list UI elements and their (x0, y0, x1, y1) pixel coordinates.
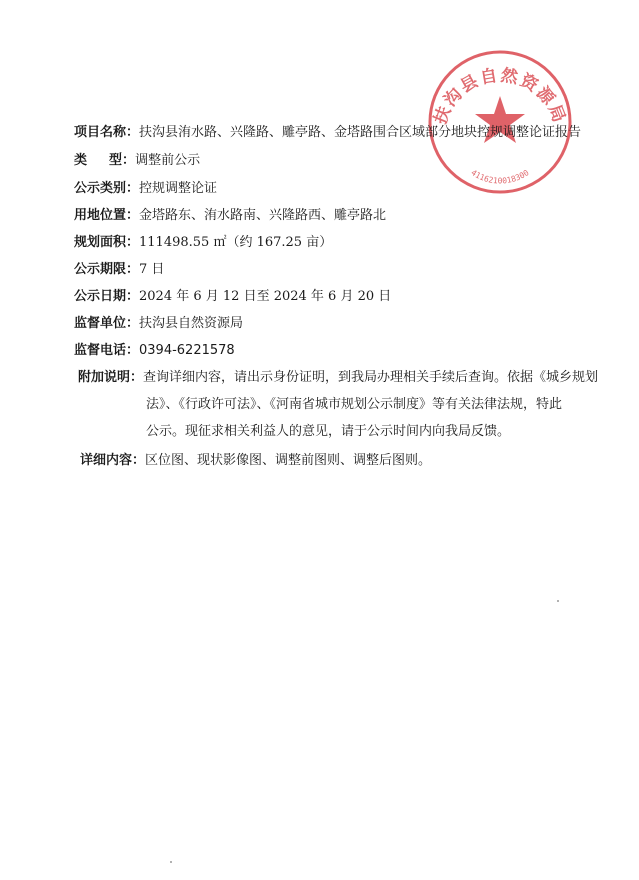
note-text-2: 法》、《行政许可法》、《河南省城市规划公示制度》等有关法律法规，特此 (146, 397, 563, 412)
official-seal (426, 48, 574, 196)
note-text-1: 查询详细内容，请出示身份证明，到我局办理相关手续后查询。依据《城乡规划 (143, 370, 599, 385)
note-text-3: 公示。现征求相关利益人的意见，请于公示时间内向我局反馈。 (146, 424, 511, 439)
field-value: 调整前公示 (135, 153, 201, 168)
note-line-3 (146, 423, 510, 441)
scan-speck (170, 861, 172, 863)
field-supervising-unit (74, 315, 243, 333)
note-line-2 (146, 396, 562, 414)
field-type (74, 152, 200, 170)
detail-row (80, 452, 431, 470)
field-notice-period (74, 261, 164, 279)
field-label: 公示类别： (74, 181, 140, 196)
field-value: 扶沟县自然资源局 (139, 316, 244, 331)
field-label: 公示日期： (74, 289, 140, 304)
field-label: 用地位置： (74, 208, 140, 223)
field-land-location (74, 207, 386, 225)
note-line-1 (78, 369, 598, 387)
field-value: 扶沟县洧水路、兴隆路、雕亭路、金塔路围合区域部分地块控规调整论证报告 (139, 125, 582, 140)
field-notice-date (74, 288, 391, 306)
detail-value: 区位图、现状影像图、调整前图则、调整后图则。 (145, 453, 432, 468)
field-label: 监督电话： (74, 343, 140, 358)
field-label: 项目名称： (74, 125, 140, 140)
detail-label: 详细内容： (80, 453, 146, 468)
field-label: 公示期限： (74, 262, 140, 277)
field-supervision-phone (74, 342, 235, 360)
field-project-name (74, 124, 581, 142)
field-value: 0394-6221578 (139, 343, 235, 358)
field-value: 金塔路东、洧水路南、兴隆路西、雕亭路北 (139, 208, 387, 223)
svg-text:4116210018300: 4116210018300 (469, 168, 531, 186)
field-notice-category (74, 180, 217, 198)
field-value: 控规调整论证 (139, 181, 218, 196)
scan-speck (557, 600, 559, 602)
svg-text:扶沟县自然资源局: 扶沟县自然资源局 (430, 65, 570, 128)
field-label: 规划面积： (74, 235, 140, 250)
field-planning-area (74, 234, 332, 252)
field-value: 111498.55 ㎡（约 167.25 亩） (139, 235, 333, 250)
field-value: 2024 年 6 月 12 日至 2024 年 6 月 20 日 (139, 289, 392, 304)
field-label: 监督单位： (74, 316, 140, 331)
note-label: 附加说明： (78, 370, 144, 385)
field-value: 7 日 (139, 262, 165, 277)
field-label: 类 型： (74, 153, 136, 168)
